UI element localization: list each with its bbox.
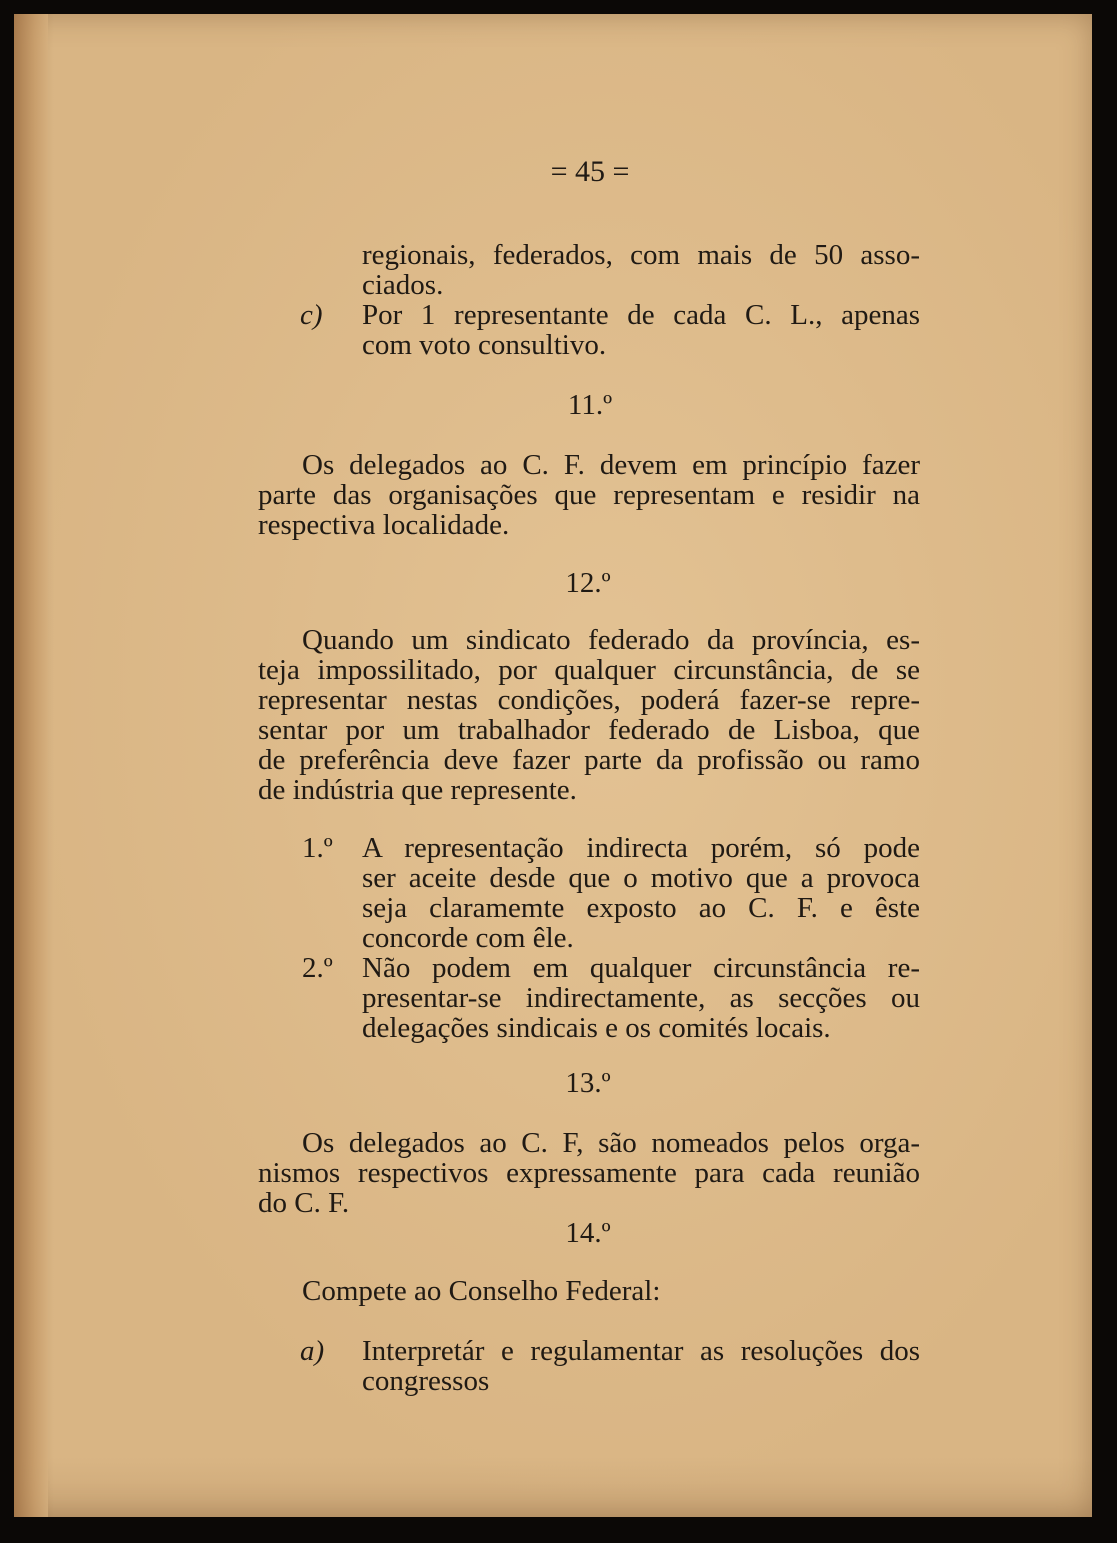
article-12-sub2-line-3: delegações sindicais e os comités locais. [362,1012,831,1044]
article-14-item-a-line-2: congressos [362,1365,490,1397]
article-14-intro: Compete ao Conselho Federal: [302,1275,661,1307]
article-12-sub1-line-3: seja claramemte exposto ao C. F. e êste [362,892,920,924]
article-13-line-3: do C. F. [258,1187,350,1219]
page-spine-shadow [14,14,48,1517]
page-number: = 45 = [550,155,630,188]
article-12-line-3: representar nestas condições, poderá fazer-se repre- [258,684,920,716]
article-12-line-4: sentar por um trabalhador federado de Lisboa, que [258,714,920,746]
article-12-sub2-label: 2.º [302,952,333,984]
article-13-line-2: nismos respectivos expressamente para cada reunião [258,1157,920,1189]
article-12-sub1-line-1: A representação indirecta porém, só pode [362,832,920,864]
article-13-line-1: Os delegados ao C. F, são nomeados pelos orga- [302,1127,920,1159]
article-11-line-1: Os delegados ao C. F. devem em princípio fazer [302,449,920,481]
item-c-label: c) [300,299,323,331]
article-12-heading: 12.º [565,567,611,599]
article-14-item-a-label: a) [300,1335,325,1367]
article-12-sub2-line-2: presentar-se indirectamente, as secções ou [362,982,920,1014]
para-b-line-1: regionais, federados, com mais de 50 asso- [362,239,920,271]
article-12-sub1-line-2: ser aceite desde que o motivo que a provoca [362,862,920,894]
article-12-line-5: de preferência deve fazer parte da profissão ou ramo [258,744,920,776]
article-14-item-a-line-1: Interpretár e regulamentar as resoluções dos [362,1335,920,1367]
article-11-line-3: respectiva localidade. [258,509,510,541]
article-14-heading: 14.º [565,1217,611,1249]
article-12-line-1: Quando um sindicato federado da província, es- [302,624,920,656]
article-12-line-6: de indústria que represente. [258,774,577,806]
article-11-heading: 11.º [567,389,613,421]
article-12-line-2: teja impossilitado, por qualquer circunstância, de se [258,654,920,686]
article-13-heading: 13.º [565,1067,611,1099]
item-c-line-2: com voto consultivo. [362,329,607,361]
para-b-line-2: ciados. [362,269,444,301]
article-12-sub2-line-1: Não podem em qualquer circunstância re- [362,952,920,984]
article-12-sub1-label: 1.º [302,832,333,864]
item-c-line-1: Por 1 representante de cada C. L., apenas [362,299,920,331]
article-12-sub1-line-4: concorde com êle. [362,922,574,954]
article-11-line-2: parte das organisações que representam e residir na [258,479,920,511]
